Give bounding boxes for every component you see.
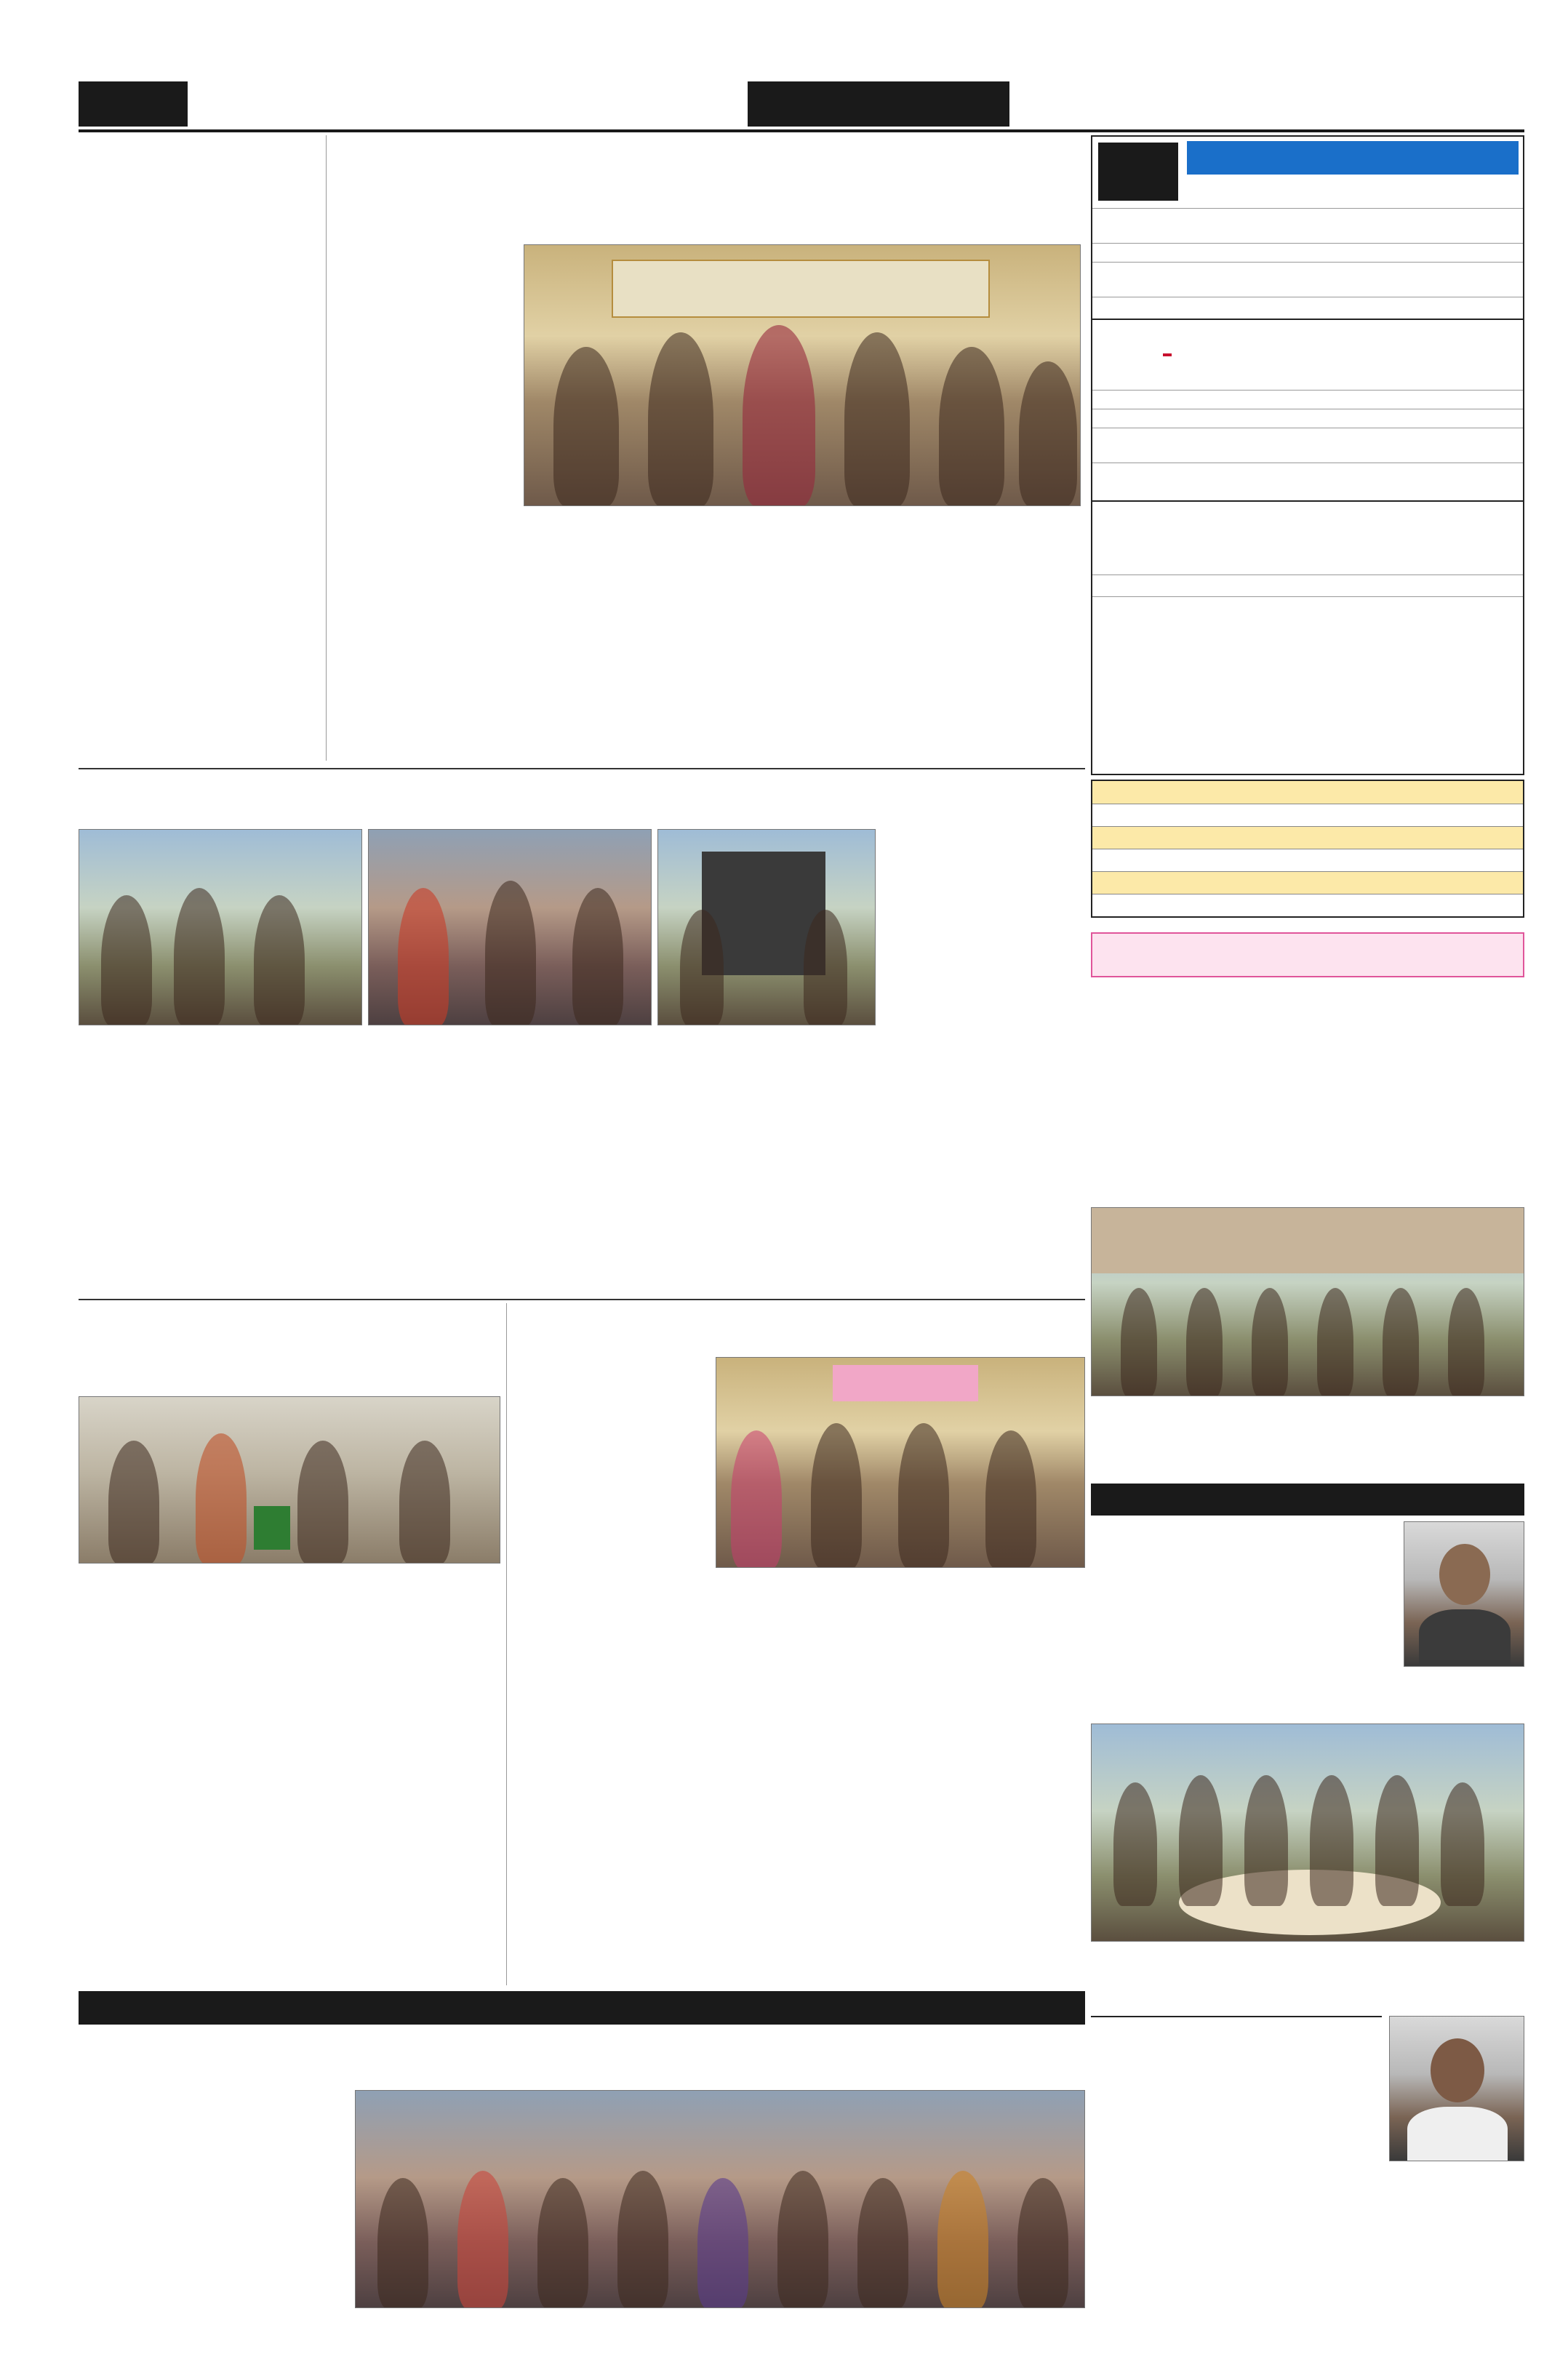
person-figure <box>485 881 536 1025</box>
dustbin-icon <box>254 1506 290 1550</box>
column-rule <box>506 1303 507 1985</box>
event-banner <box>833 1365 978 1401</box>
column-rule <box>326 135 327 761</box>
inox-screen-4 <box>1092 463 1523 497</box>
lead-col2 <box>524 512 705 761</box>
cinema-notice <box>1092 596 1523 654</box>
inox-logo <box>1098 327 1236 383</box>
drc-screen-2 <box>1092 243 1523 262</box>
theatre-row <box>1092 871 1523 894</box>
person-figure <box>617 2171 668 2308</box>
person-figure <box>804 910 847 1025</box>
lead-photo <box>524 244 1081 506</box>
person-figure <box>1179 1775 1223 1906</box>
person-figure <box>1448 1288 1484 1396</box>
drc-screen-1 <box>1092 208 1523 243</box>
lead-col3 <box>713 512 895 761</box>
shoulders <box>1419 1609 1511 1667</box>
saligrama-col2 <box>1309 983 1524 1201</box>
person-figure <box>1375 1775 1419 1906</box>
person-figure <box>254 895 305 1025</box>
person-figure <box>731 1430 782 1568</box>
person-figure <box>108 1441 159 1564</box>
mvc-logo <box>1100 511 1194 566</box>
person-figure <box>743 325 815 506</box>
person-figure <box>572 888 623 1025</box>
person-figure <box>399 1441 450 1564</box>
saligrama-col1 <box>1091 983 1302 1201</box>
saligrama-photo-caption <box>1091 1402 1524 1475</box>
independence-photo <box>1091 1724 1524 1942</box>
person-figure <box>1244 1775 1288 1906</box>
police-station-building <box>1092 1208 1524 1273</box>
person-figure <box>174 888 225 1025</box>
rajiv-col1 <box>79 1031 304 1293</box>
gramada-headline <box>79 2029 1085 2084</box>
independence-caption <box>1091 1947 1524 2013</box>
inox-screen-2 <box>1092 409 1523 428</box>
theatre-row <box>1092 781 1523 804</box>
person-figure <box>898 1423 949 1568</box>
story-missing-body <box>79 186 319 761</box>
person-figure <box>537 2178 588 2308</box>
rajiv-photo-3 <box>657 829 876 1025</box>
obituary-photo <box>1389 2016 1524 2161</box>
person-figure <box>1186 1288 1223 1396</box>
rajiv-col2 <box>313 1031 538 1293</box>
person-figure <box>777 2171 828 2308</box>
drc-title <box>1187 141 1519 175</box>
section-rule <box>79 768 1085 769</box>
person-figure <box>553 347 619 506</box>
rajiv-photo-1 <box>79 829 362 1025</box>
valmiki-col2 <box>716 1574 897 1985</box>
person-figure <box>377 2178 428 2308</box>
person-figure <box>811 1423 862 1568</box>
person-figure <box>1383 1288 1419 1396</box>
theatre-row <box>1092 804 1523 826</box>
person-figure <box>1317 1288 1353 1396</box>
person-figure <box>1121 1288 1157 1396</box>
tnarasipura-photo <box>79 1396 500 1564</box>
stage-banner <box>612 260 990 318</box>
tnarasipura-headline2 <box>79 1347 500 1390</box>
drc-screen-3 <box>1092 262 1523 297</box>
balanayar-body <box>1091 2051 1382 2160</box>
person-figure <box>1113 1782 1157 1906</box>
missing-person-photo <box>1404 1521 1524 1667</box>
drc-logo <box>1098 143 1178 201</box>
person-figure <box>1310 1775 1353 1906</box>
rajiv-photo-2 <box>368 829 652 1025</box>
person-figure <box>939 347 1004 506</box>
person-figure <box>648 332 713 506</box>
inox-logo-sub <box>1163 353 1172 356</box>
mvc-header <box>1092 500 1523 573</box>
person-figure <box>1441 1782 1484 1906</box>
shoulders <box>1407 2107 1508 2161</box>
theatre-table <box>1091 780 1524 918</box>
rajiv-headline <box>79 772 1085 825</box>
inox-screen-3 <box>1092 428 1523 463</box>
theatre-row <box>1092 894 1523 916</box>
person-figure <box>1019 361 1077 506</box>
face <box>1431 2038 1484 2102</box>
person-figure <box>1017 2178 1068 2308</box>
yuvaka-body <box>1091 1521 1396 1718</box>
rajiv-col4 <box>883 829 1085 1293</box>
gramada-photo <box>355 2090 1085 2308</box>
gramada-col1 <box>79 2090 348 2308</box>
valmiki-photo <box>716 1357 1085 1568</box>
lead-headline <box>332 135 1085 202</box>
cinema-listings <box>1091 135 1524 775</box>
person-figure <box>937 2171 988 2308</box>
person-figure <box>985 1430 1036 1568</box>
person-figure <box>680 910 724 1025</box>
person-figure <box>457 2171 508 2308</box>
person-figure <box>297 1441 348 1564</box>
valmiki-headline <box>512 1303 1085 1351</box>
person-figure <box>196 1433 247 1564</box>
lead-col4 <box>902 512 1084 761</box>
tnarasipura-headline1 <box>79 1303 500 1347</box>
saligrama-headline <box>1091 932 1524 977</box>
lead-col1 <box>332 244 513 761</box>
person-figure <box>844 332 910 506</box>
saligrama-photo <box>1091 1207 1524 1396</box>
person-figure <box>857 2178 908 2308</box>
paper-logo <box>748 81 1009 127</box>
drc-screen-4 <box>1092 297 1523 316</box>
valmiki-col3 <box>905 1574 1085 1985</box>
theatre-row <box>1092 849 1523 871</box>
face <box>1439 1544 1490 1605</box>
drc-header <box>1092 137 1523 207</box>
masthead-rule <box>79 129 1524 132</box>
rajiv-col3 <box>547 1031 772 1293</box>
section-rule <box>79 1299 1085 1300</box>
inox-header <box>1092 319 1523 388</box>
person-figure <box>697 2178 748 2308</box>
theatre-row <box>1092 826 1523 849</box>
tnarasipura-body <box>79 1569 500 1985</box>
inox-screen-1 <box>1092 390 1523 409</box>
page-number-badge <box>79 81 188 127</box>
gramada-strap <box>79 1991 1085 2025</box>
person-figure <box>101 895 152 1025</box>
valmiki-col1 <box>512 1357 708 1985</box>
person-figure <box>398 888 449 1025</box>
mvc-screen-1 <box>1092 575 1523 593</box>
masthead <box>79 81 1524 127</box>
yuvaka-headline <box>1091 1484 1524 1516</box>
balanayar-headline <box>1091 2016 1382 2017</box>
person-figure <box>1252 1288 1288 1396</box>
